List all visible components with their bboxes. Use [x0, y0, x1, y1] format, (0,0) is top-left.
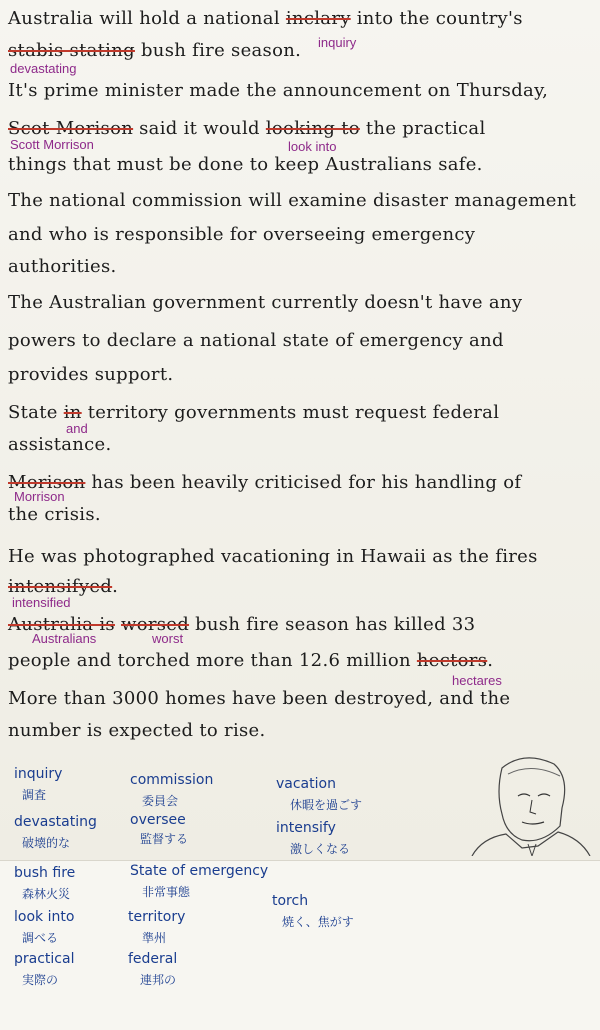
text: bush fire season. — [134, 40, 302, 61]
text: provides support. — [8, 364, 174, 385]
struck-word: worsed — [121, 614, 190, 635]
text-line — [8, 8, 523, 30]
struck-word: intensifyed — [8, 576, 113, 597]
struck-word: Scot Morison — [8, 118, 134, 139]
vocab-meaning: 準州 — [142, 931, 167, 945]
text-line — [8, 330, 504, 352]
text: has been heavily criticised for his handling of — [85, 472, 522, 493]
text: powers to declare a national state of emergency and — [8, 330, 504, 351]
text-line — [8, 688, 510, 710]
correction: Australians — [32, 631, 97, 646]
text: State — [8, 402, 64, 423]
vocab-word: oversee — [130, 812, 186, 828]
correction: intensified — [12, 595, 71, 610]
correction: hectares — [452, 673, 502, 688]
struck-word: in — [63, 402, 82, 423]
vocab-word: look into — [14, 909, 75, 925]
text: The Australian government currently doesn't have any — [8, 292, 523, 313]
correction: devastating — [10, 61, 77, 76]
vocab-meaning: 連邦の — [140, 973, 177, 987]
text: the crisis. — [8, 504, 101, 525]
text: authorities. — [8, 256, 117, 277]
correction: and — [66, 421, 88, 436]
vocab-word: vacation — [276, 776, 336, 792]
struck-word: Australia is — [8, 614, 115, 635]
text-line — [8, 472, 521, 494]
text: He was photographed vacationing in Hawaii as the fires — [8, 546, 538, 567]
text-line — [8, 256, 117, 278]
vocab-meaning: 調べる — [22, 931, 59, 945]
notebook-page-bottom — [0, 860, 600, 1030]
text: bush fire season has killed 33 — [189, 614, 476, 635]
text: Australia will hold a national — [8, 8, 286, 29]
text: territory governments must request federal — [81, 402, 500, 423]
text: the practical — [359, 118, 486, 139]
correction: Scott Morrison — [10, 137, 94, 152]
vocab-word: practical — [14, 951, 75, 967]
text-line — [8, 190, 576, 212]
text: . — [112, 576, 119, 597]
text: things that must be done to keep Australians safe. — [8, 154, 483, 175]
vocab-word: territory — [128, 909, 186, 925]
text: . — [487, 650, 494, 671]
correction: inquiry — [318, 35, 357, 50]
vocab-meaning: 非常事態 — [142, 885, 191, 899]
text-line — [8, 720, 266, 742]
vocab-meaning: 焼く、焦がす — [282, 915, 354, 929]
text-line — [8, 504, 101, 526]
vocab-meaning: 森林火災 — [22, 887, 71, 901]
vocab-meaning: 破壊的な — [22, 836, 71, 850]
vocab-word: bush fire — [14, 865, 76, 881]
correction: Morrison — [14, 489, 65, 504]
text: into the country's — [350, 8, 523, 29]
struck-word: inclary — [285, 8, 351, 29]
correction: look into — [288, 139, 337, 154]
correction: worst — [152, 631, 184, 646]
text: people and torched more than 12.6 million — [8, 650, 417, 671]
vocab-meaning: 激しくなる — [290, 842, 351, 856]
vocab-meaning: 調査 — [22, 788, 47, 802]
vocab-word: devastating — [14, 814, 97, 830]
text-line — [8, 546, 538, 568]
vocab-meaning: 委員会 — [142, 794, 179, 808]
text-line — [8, 364, 173, 386]
struck-word: stabis stating — [8, 40, 135, 61]
vocab-meaning: 監督する — [140, 832, 189, 846]
vocab-word: intensify — [276, 820, 336, 836]
struck-word: looking to — [265, 118, 360, 139]
text: said it would — [133, 118, 266, 139]
text-line — [8, 224, 475, 246]
text: assistance. — [8, 434, 112, 455]
text: number is expected to rise. — [8, 720, 266, 741]
struck-word: Morison — [8, 472, 86, 493]
vocab-meaning: 休暇を過ごす — [290, 798, 363, 812]
text-line — [8, 40, 301, 62]
text-line — [8, 80, 548, 102]
text: and who is responsible for overseeing emergency — [8, 224, 476, 245]
vocab-word: torch — [272, 893, 309, 909]
vocab-word: federal — [128, 951, 178, 967]
text-line — [8, 650, 493, 672]
vocab-word: inquiry — [14, 766, 63, 782]
vocab-word: commission — [130, 772, 214, 788]
text: The national commission will examine disaster management — [8, 190, 577, 211]
text: It's prime minister made the announcement on Thursday, — [8, 80, 549, 101]
vocab-word: State of emergency — [130, 863, 269, 879]
text-line — [8, 292, 522, 314]
struck-word: hectors — [416, 650, 488, 671]
text-line — [8, 434, 112, 456]
text-line — [8, 154, 483, 176]
portrait-sketch — [462, 748, 592, 856]
vocab-meaning: 実際の — [22, 973, 59, 987]
text: More than 3000 homes have been destroyed, and the — [8, 688, 511, 709]
